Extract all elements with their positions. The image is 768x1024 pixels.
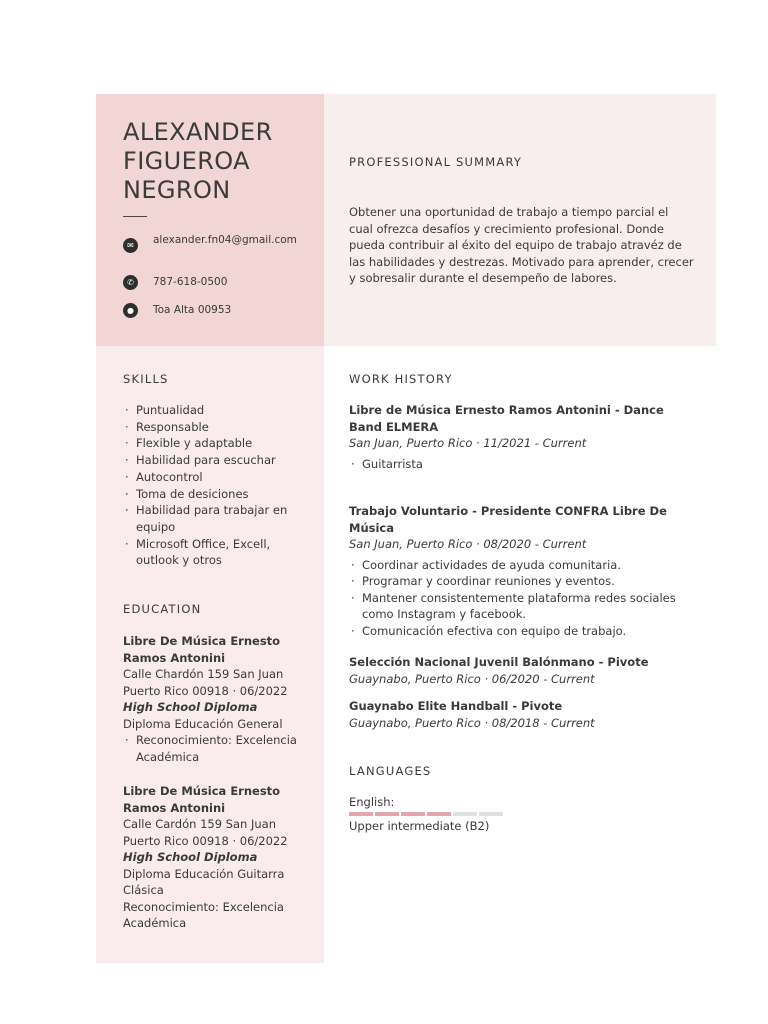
degree-field: Diploma Educación General [123,716,283,731]
skills-heading: SKILLS [123,372,169,386]
skills-list [123,402,313,569]
job-title: Guaynabo Elite Handball - Pivote [349,699,563,713]
languages-heading: LANGUAGES [349,764,432,778]
job-title: Trabajo Voluntario - Presidente CONFRA Libre De Música [349,504,667,535]
language-entry [349,794,549,834]
skill-item: · Habilidad para escuchar [123,452,313,469]
job-bullet: · Comunicación efectiva con equipo de trabajo. [349,623,694,640]
education-entry [123,633,313,765]
job-bullet: · Programar y coordinar reuniones y eventos. [349,573,694,590]
degree: High School Diploma [123,700,258,714]
job-entry [349,402,694,472]
degree: High School Diploma [123,850,258,864]
skill-item: · Autocontrol [123,469,313,486]
school-name: Libre De Música Ernesto Ramos Antonini [123,634,281,665]
job-bullet: · Guitarrista [349,456,694,473]
name-line: FIGUEROA [123,147,250,175]
school-address: Calle Cardón 159 San Juan Puerto Rico 00918 [123,817,276,848]
name-line: ALEXANDER [123,118,273,146]
summary-heading: PROFESSIONAL SUMMARY [349,155,523,169]
candidate-name [123,118,313,205]
name-divider [123,216,147,217]
envelope-icon: ✉ [123,238,138,253]
education-date: 06/2022 [239,833,288,848]
job-meta: Guaynabo, Puerto Rico · 08/2018 - Current [349,715,595,730]
contact-location [123,303,313,319]
job-meta: San Juan, Puerto Rico · 11/2021 - Current [349,436,587,450]
job-entry [349,503,694,639]
skill-item: · Responsable [123,419,313,436]
school-address-date: Calle Cardón 159 San Juan Puerto Rico 00918 · 06/2022 [123,817,288,848]
job-dates: 11/2021 - Current [483,436,587,450]
name-line: NEGRON [123,176,231,204]
proficiency-segment-empty [453,812,477,816]
contact-email[interactable] [123,233,313,265]
school-name: Libre De Música Ernesto Ramos Antonini [123,784,281,815]
degree-field: Diploma Educación Guitarra Clásica [123,866,285,897]
education-heading: EDUCATION [123,602,202,616]
skill-item: · Flexible y adaptable [123,435,313,452]
job-location: San Juan, Puerto Rico [349,537,473,551]
email-text[interactable]: alexander.fn04@gmail.com [153,234,297,246]
language-level: Upper intermediate (B2) [349,818,490,833]
job-dates: 08/2020 - Current [483,537,587,551]
skill-item: · Microsoft Office, Excell, outlook y otros [123,536,313,569]
job-entry [349,654,694,687]
job-bullets [349,456,694,473]
contact-phone [123,275,313,291]
education-date: 06/2022 [239,683,288,698]
phone-text: 787-618-0500 [153,276,228,288]
education-bullets [123,732,313,765]
proficiency-segment-filled [349,812,373,816]
job-location: Guaynabo, Puerto Rico [349,715,481,730]
work-heading: WORK HISTORY [349,372,453,386]
job-entry [349,698,694,731]
job-bullet: · Mantener consistentemente plataforma redes sociales como Instagram y facebook. [349,590,694,623]
education-bullet: · Reconocimiento: Excelencia Académica [123,732,313,765]
proficiency-segment-empty [479,812,503,816]
education-note: Reconocimiento: Excelencia Académica [123,899,284,930]
school-address: Calle Chardón 159 San Juan Puerto Rico 00918 [123,667,284,698]
skill-item: · Toma de desiciones [123,486,313,503]
proficiency-segment-filled [427,812,451,816]
location-text: Toa Alta 00953 [153,304,232,316]
proficiency-segment-filled [401,812,425,816]
school-address-date: Calle Chardón 159 San Juan Puerto Rico 00918 · 06/2022 [123,667,288,698]
job-location: San Juan, Puerto Rico [349,436,473,450]
skill-item: · Habilidad para trabajar en equipo [123,502,313,535]
job-bullet: · Coordinar actividades de ayuda comunitaria. [349,557,694,574]
education-entry [123,783,313,932]
phone-icon: ✆ [123,275,138,290]
job-dates: 06/2020 - Current [491,671,595,686]
job-bullets [349,557,694,640]
map-pin-icon: ● [123,303,138,318]
proficiency-segment-filled [375,812,399,816]
language-name: English: [349,795,395,809]
language-proficiency-bar [349,812,549,816]
job-title: Selección Nacional Juvenil Balónmano - Pivote [349,655,649,669]
job-dates: 08/2018 - Current [491,715,595,730]
skill-item: · Puntualidad [123,402,313,419]
job-title: Libre de Música Ernesto Ramos Antonini - Dance Band ELMERA [349,403,664,434]
job-meta: San Juan, Puerto Rico · 08/2020 - Current [349,537,587,551]
summary-text: Obtener una oportunidad de trabajo a tiempo parcial el cual ofrezca desafíos y crecimiento profesional. Donde pueda contribuir al éxito del equipo de trabajo atravéz de las habilidades y destrezas. Motivado para aprender, crecer y sobresalir durante el desempeño de labores. [349,205,694,285]
job-location: Guaynabo, Puerto Rico [349,671,481,686]
job-meta: Guaynabo, Puerto Rico · 06/2020 - Current [349,671,595,686]
resume-page [96,94,716,963]
